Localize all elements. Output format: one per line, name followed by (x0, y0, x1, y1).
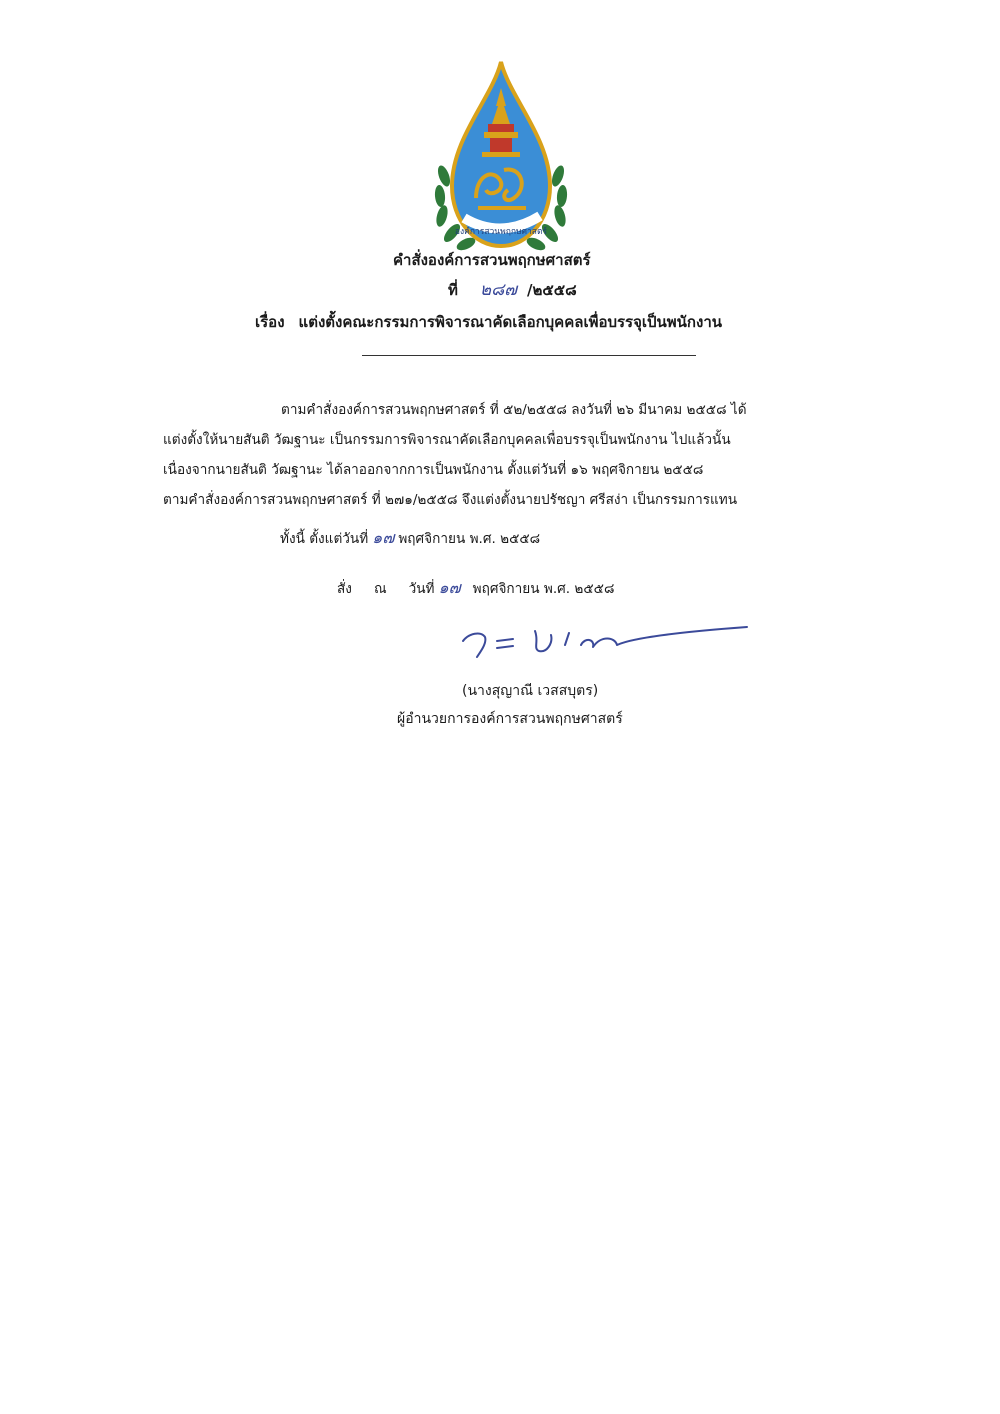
body-paragraph (163, 395, 863, 515)
logo-caption: องค์การสวนพฤกษศาสตร์ (454, 227, 548, 237)
organization-logo (430, 58, 572, 258)
order-number-suffix: /๒๕๕๘ (527, 281, 577, 299)
ordered-suffix: พฤศจิกายน พ.ศ. ๒๕๕๘ (472, 581, 615, 597)
body-line: ตามคำสั่งองค์การสวนพฤกษศาสตร์ ที่ ๕๒/๒๕๕๘ ลงวันที่ ๒๖ มีนาคม ๒๕๕๘ ได้ (281, 402, 747, 418)
subject-label: เรื่อง (255, 313, 285, 331)
title-divider (362, 355, 696, 356)
order-number (448, 276, 577, 303)
ordered-prefix: วันที่ (408, 581, 435, 597)
subject-text: แต่งตั้งคณะกรรมการพิจารณาคัดเลือกบุคคลเพื่อบรรจุเป็นพนักงาน (298, 313, 723, 331)
ordered-word-2: ณ (373, 581, 387, 597)
effective-prefix: ทั้งนี้ ตั้งแต่วันที่ (280, 531, 369, 547)
effective-suffix: พฤศจิกายน พ.ศ. ๒๕๕๘ (398, 531, 541, 547)
handwritten-signature (455, 615, 755, 665)
body-line: เนื่องจากนายสันติ วัฒฐานะ ได้ลาออกจากการเป็นพนักงาน ตั้งแต่วันที่ ๑๖ พฤศจิกายน ๒๕๕๘ (163, 462, 704, 478)
ordered-day-handwritten: ๑๗ (438, 578, 461, 597)
body-line: แต่งตั้งให้นายสันติ วัฒฐานะ เป็นกรรมการพิจารณาคัดเลือกบุคคลเพื่อบรรจุเป็นพนักงาน ไปแล้วนั้น (163, 432, 731, 448)
body-line: ตามคำสั่งองค์การสวนพฤกษศาสตร์ ที่ ๒๗๑/๒๕๕๘ จึงแต่งตั้งนายปรัชญา ศรีสง่า เป็นกรรมการแทน (163, 492, 738, 508)
signer-title: ผู้อำนวยการองค์การสวนพฤกษศาสตร์ (397, 711, 623, 727)
order-number-prefix: ที่ (448, 281, 458, 299)
order-number-handwritten: ๒๘๗ (479, 280, 517, 300)
ordered-date-line (337, 576, 614, 601)
ordered-word-1: สั่ง (337, 581, 352, 597)
signer-name: (นางสุญาณี เวสสบุตร) (462, 683, 599, 699)
subject-line (255, 310, 722, 334)
order-title: คำสั่งองค์การสวนพฤกษศาสตร์ (393, 251, 591, 269)
effective-date-line (280, 526, 540, 551)
effective-day-handwritten: ๑๗ (372, 528, 395, 547)
